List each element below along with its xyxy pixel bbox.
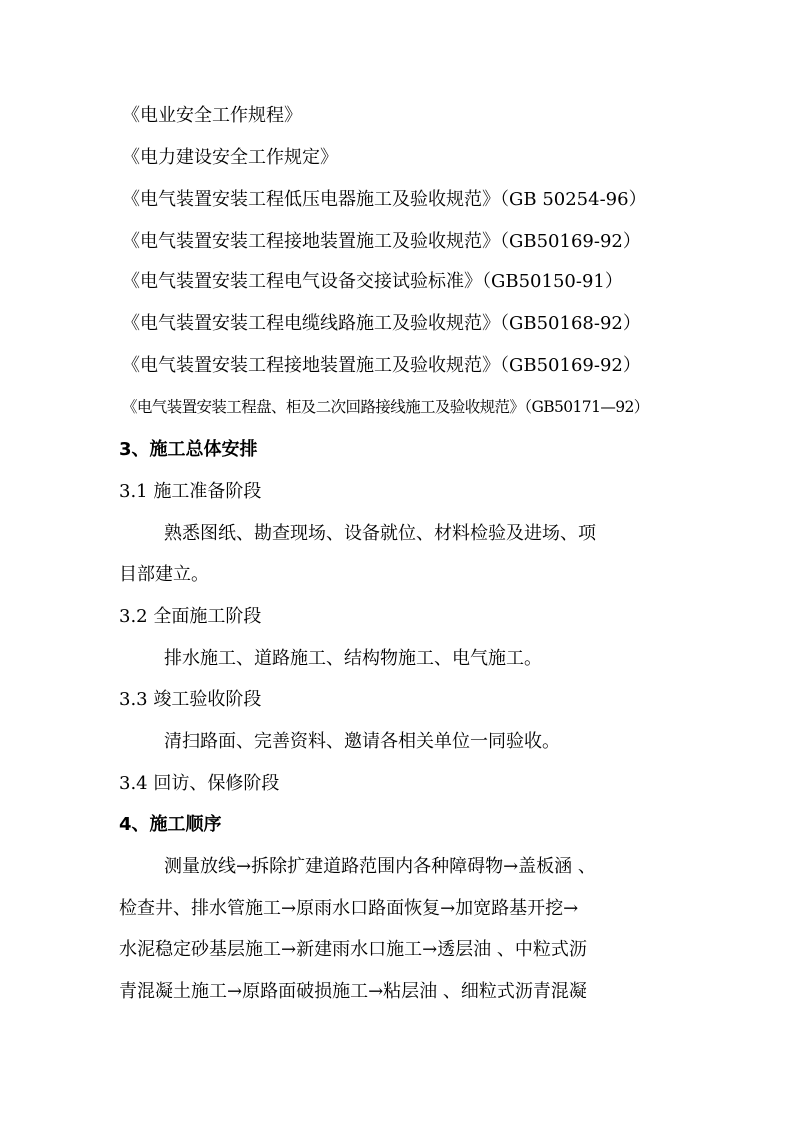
subsection-title: 3.3 竣工验收阶段 — [119, 689, 262, 710]
paragraph-line: 水泥稳定砂基层施工→新建雨水口施工→透层油 、中粒式沥 — [119, 939, 587, 960]
subsection-title: 3.4 回访、保修阶段 — [119, 773, 280, 794]
standard-item: 《电气装置安装工程接地装置施工及验收规范》（GB50169-92） — [122, 355, 641, 376]
subsection-title: 3.2 全面施工阶段 — [119, 606, 262, 627]
paragraph-line: 检查井、排水管施工→原雨水口路面恢复→加宽路基开挖→ — [119, 898, 579, 919]
standard-item: 《电气装置安装工程电气设备交接试验标准》（GB50150-91） — [122, 271, 623, 292]
standard-item: 《电气装置安装工程盘、柜及二次回路接线施工及验收规范》（GB50171—92） — [122, 398, 649, 416]
section-heading: 3、施工总体安排 — [119, 439, 258, 460]
section-heading: 4、施工顺序 — [119, 814, 222, 835]
subsection-title: 3.1 施工准备阶段 — [119, 481, 262, 502]
standard-item: 《电业安全工作规程》 — [122, 105, 302, 126]
standard-item: 《电气装置安装工程电缆线路施工及验收规范》（GB50168-92） — [122, 313, 641, 334]
paragraph-line: 测量放线→拆除扩建道路范围内各种障碍物→盖板涵 、 — [164, 856, 596, 877]
standard-item: 《电气装置安装工程接地装置施工及验收规范》（GB50169-92） — [122, 231, 641, 252]
paragraph-line: 目部建立。 — [119, 564, 209, 585]
paragraph-line: 清扫路面、完善资料、邀请各相关单位一同验收。 — [164, 731, 560, 752]
paragraph-line: 排水施工、道路施工、结构物施工、电气施工。 — [164, 648, 542, 669]
standard-item: 《电气装置安装工程低压电器施工及验收规范》（GB 50254-96） — [122, 189, 647, 210]
paragraph-line: 青混凝土施工→原路面破损施工→粘层油 、细粒式沥青混凝 — [119, 981, 587, 1002]
standard-item: 《电力建设安全工作规定》 — [122, 147, 338, 168]
paragraph-line: 熟悉图纸、勘查现场、设备就位、材料检验及进场、项 — [164, 523, 596, 544]
